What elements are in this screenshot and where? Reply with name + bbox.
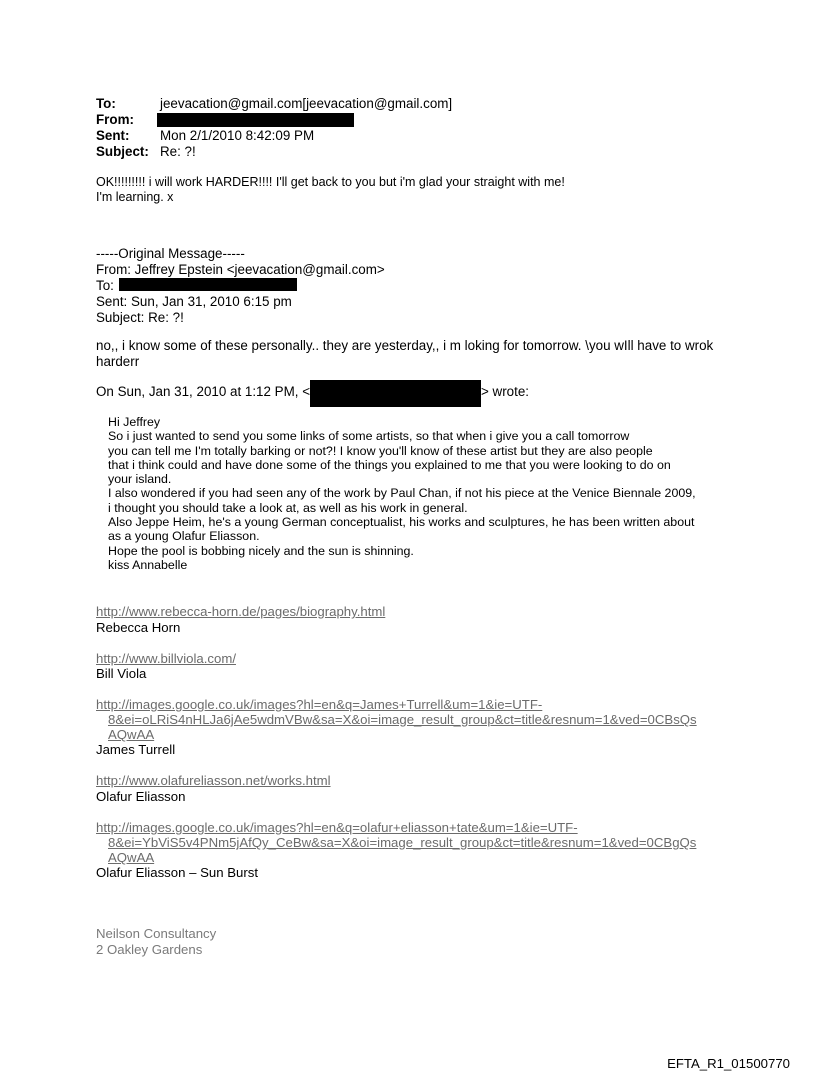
original-body	[96, 338, 713, 370]
link-olafur-eliasson[interactable]: http://www.olafureliasson.net/works.html	[96, 773, 331, 788]
document-id: EFTA_R1_01500770	[667, 1056, 790, 1071]
to-value: jeevacation@gmail.com[jeevacation@gmail.com]	[160, 96, 453, 111]
sent-value: Mon 2/1/2010 8:42:09 PM	[160, 128, 315, 143]
artist-name: Bill Viola	[96, 666, 147, 681]
original-to: To:	[96, 278, 114, 293]
sender-redaction	[310, 380, 481, 407]
original-to-redaction	[119, 278, 297, 291]
quoted-line: Also Jeppe Heim, he's a young German conceptualist, his works and sculptures, he has been written about	[108, 515, 695, 530]
original-divider: -----Original Message-----	[96, 246, 245, 261]
quoted-line: I also wondered if you had seen any of the work by Paul Chan, if not his piece at the Venice Biennale 2009,	[108, 486, 696, 501]
artist-name: Olafur Eliasson – Sun Burst	[96, 865, 258, 880]
reply-line: OK!!!!!!!!! i will work HARDER!!!! I'll get back to you but i'm glad your straight with me!	[96, 175, 565, 189]
from-label: From:	[96, 112, 134, 127]
subject-value: Re: ?!	[160, 144, 196, 159]
link-james-turrell-cont[interactable]: AQwAA	[108, 727, 155, 742]
reply-body	[96, 175, 565, 205]
wrote-suffix: > wrote:	[481, 384, 530, 399]
email-header	[96, 96, 696, 160]
link-james-turrell[interactable]: http://images.google.co.uk/images?hl=en&q=James+Turrell&um=1&ie=UTF-	[96, 697, 543, 712]
quoted-line: i thought you should take a look at, as well as his work in general.	[108, 500, 468, 515]
original-from: From: Jeffrey Epstein <jeevacation@gmail.com>	[96, 262, 385, 277]
original-sent: Sent: Sun, Jan 31, 2010 6:15 pm	[96, 294, 292, 309]
original-body-line: harderr	[96, 354, 140, 369]
link-james-turrell-cont[interactable]: 8&ei=oLRiS4nHLJa6jAe5wdmVBw&sa=X&oi=image_result_group&ct=title&resnum=1&ved=0CBsQs	[108, 712, 697, 727]
quoted-line: Hope the pool is bobbing nicely and the sun is shinning.	[108, 543, 414, 558]
quoted-line: your island.	[108, 472, 172, 487]
original-subject: Subject: Re: ?!	[96, 310, 184, 325]
artist-name: Olafur Eliasson	[96, 789, 186, 804]
footer-address: 2 Oakley Gardens	[96, 942, 203, 957]
quoted-message	[108, 415, 696, 572]
link-olafur-sun-burst-cont[interactable]: 8&ei=YbViS5v4PNm5jAfQy_CeBw&sa=X&oi=image_result_group&ct=title&resnum=1&ved=0CBgQs	[108, 835, 697, 850]
quoted-line: kiss Annabelle	[108, 557, 188, 572]
quoted-line: you can tell me I'm totally barking or not?! I know you'll know of these artist but they are also people	[108, 443, 653, 458]
quoted-line: Hi Jeffrey	[108, 415, 161, 429]
to-label: To:	[96, 96, 116, 111]
sent-label: Sent:	[96, 128, 130, 143]
quoted-line: that i think could and have done some of the things you explained to me that you were looking to do on	[108, 457, 671, 472]
artist-name: Rebecca Horn	[96, 620, 181, 635]
link-rebecca-horn[interactable]: http://www.rebecca-horn.de/pages/biography.html	[96, 604, 386, 619]
link-olafur-sun-burst-cont[interactable]: AQwAA	[108, 850, 155, 865]
reply-line: I'm learning. x	[96, 190, 174, 204]
link-bill-viola[interactable]: http://www.billviola.com/	[96, 651, 236, 666]
footer-company: Neilson Consultancy	[96, 926, 217, 941]
artist-name: James Turrell	[96, 742, 176, 757]
from-redaction	[157, 113, 354, 127]
subject-label: Subject:	[96, 144, 149, 159]
original-body-line: no,, i know some of these personally.. they are yesterday,, i m loking for tomorrow. \you wIll have to wrok	[96, 338, 714, 353]
link-olafur-sun-burst[interactable]: http://images.google.co.uk/images?hl=en&q=olafur+eliasson+tate&um=1&ie=UTF-	[96, 820, 578, 835]
quoted-line: So i just wanted to send you some links of some artists, so that when i give you a call tomorrow	[108, 429, 630, 444]
wrote-prefix: On Sun, Jan 31, 2010 at 1:12 PM, <	[96, 384, 311, 399]
quoted-line: as a young Olafur Eliasson.	[108, 529, 260, 544]
